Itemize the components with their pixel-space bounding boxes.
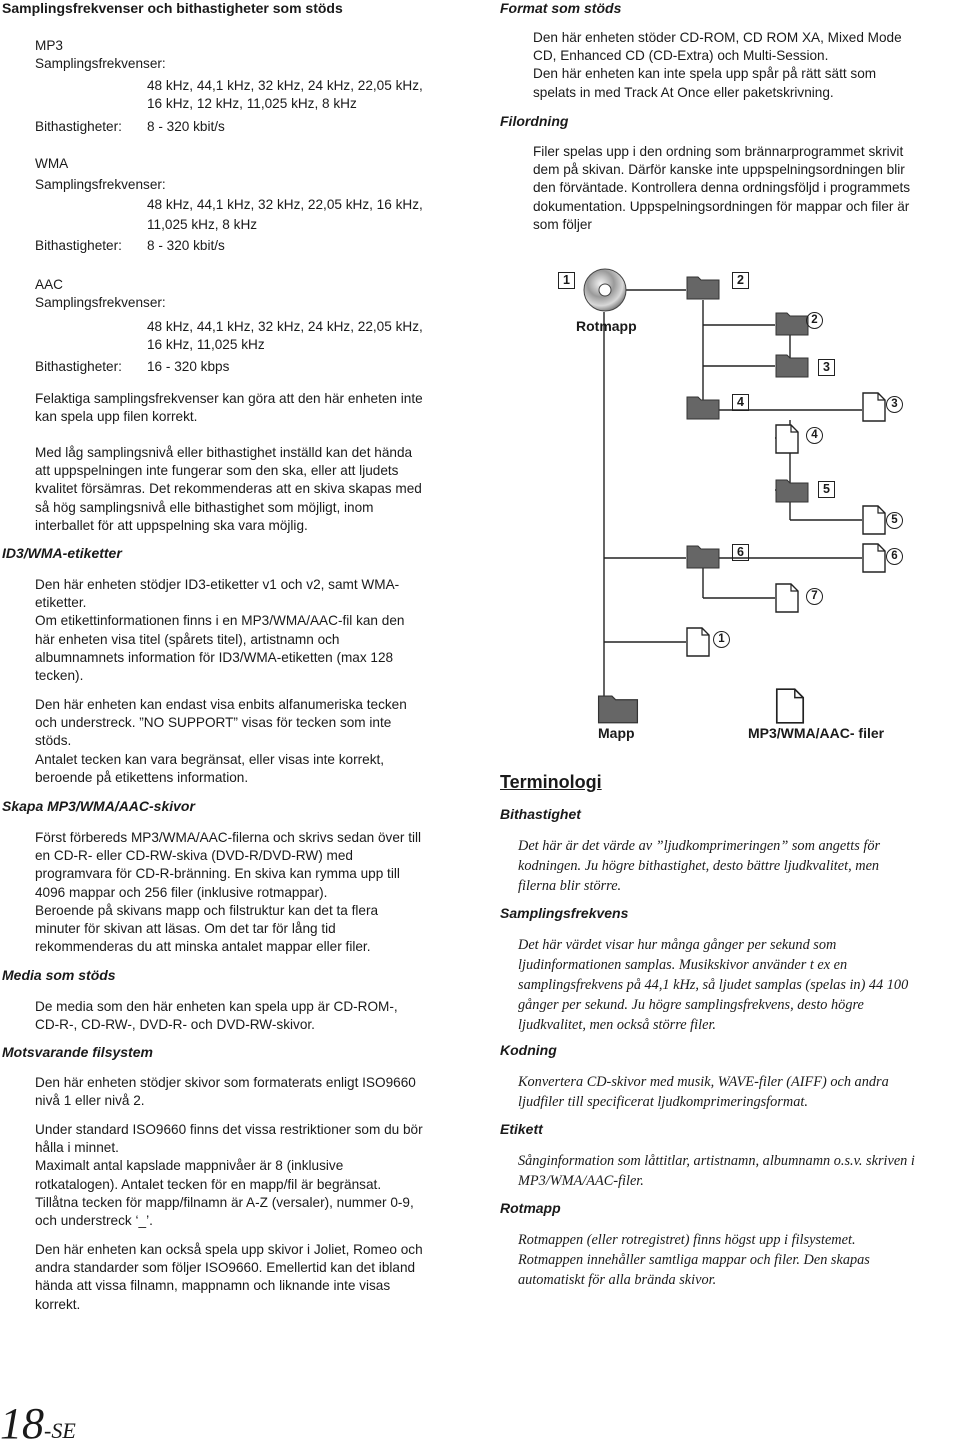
text-line: CD, Enhanced CD (CD-Extra) och Multi-Session. bbox=[533, 48, 829, 64]
text-line: Rotmappen (eller rotregistret) finns högst upp i filsystemet. bbox=[518, 1232, 856, 1248]
text-line: automatiskt för alla brända skivor. bbox=[518, 1272, 717, 1288]
text-line: ljudfiler till specificerat ljudkomprimeringsformat. bbox=[518, 1094, 808, 1110]
text-line: här enheten visa titel (spårets titel), artistnamn och bbox=[35, 631, 340, 647]
text-line: andra standarder som följer ISO9660. Emellertid kan det ibland bbox=[35, 1260, 416, 1276]
file-icon bbox=[862, 505, 886, 535]
text-line: MP3/WMA/AAC-filer. bbox=[518, 1173, 644, 1189]
file-number-4: 4 bbox=[806, 427, 823, 444]
text-line: korrekt. bbox=[35, 1296, 81, 1312]
text-line: Felaktiga samplingsfrekvenser kan göra att den här enheten inte bbox=[35, 391, 423, 406]
term-desc-samplerate bbox=[518, 935, 908, 1035]
text-line: kodningen. Ju högre bithastighet, desto bättre ljudkvalitet, men bbox=[518, 858, 880, 874]
legend-file-icon bbox=[775, 688, 805, 724]
text-line: Konvertera CD-skivor med musik, WAVE-filer (AIFF) och andra bbox=[518, 1074, 889, 1090]
text-line: De media som den här enheten kan spela upp är CD-ROM-, bbox=[35, 999, 398, 1014]
section-title-media: Media som stöds bbox=[2, 967, 116, 983]
text-line: Det här värdet visar hur många gånger per sekund som bbox=[518, 937, 837, 953]
section-title-file-order: Filordning bbox=[500, 113, 569, 129]
mp3-bitrate-value: 8 - 320 kbit/s bbox=[147, 119, 225, 134]
text-line: Den här enheten kan också spela upp skivor i Joliet, Romeo och bbox=[35, 1242, 423, 1257]
text-line: att uppspelningen inte fungerar som den ska, eller att ljudets bbox=[35, 463, 399, 479]
folder-number-6: 6 bbox=[732, 544, 749, 561]
section-title-filesystem: Motsvarande filsystem bbox=[2, 1044, 153, 1060]
text-line: spelats in med Track At Once eller paketskrivning. bbox=[533, 84, 834, 100]
aac-samplerate-line2: 16 kHz, 11,025 kHz bbox=[147, 337, 265, 352]
folder-number-4: 4 bbox=[732, 394, 749, 411]
text-line: samplingsfrekvens på 44,1 kHz, så ljudet samplas (spelas in) 44 100 bbox=[518, 977, 909, 993]
folder-number-1: 1 bbox=[558, 272, 575, 289]
text-line: gånger per sekund. Ju högre samplingsfrekvens, desto högre bbox=[518, 997, 864, 1013]
wma-heading: WMA bbox=[35, 156, 69, 171]
mp3-samplerate-line2: 16 kHz, 12 kHz, 11,025 kHz, 8 kHz bbox=[147, 96, 357, 111]
text-line: Maximalt antal kapslade mappnivåer är 8 (inklusive bbox=[35, 1158, 344, 1174]
text-line: filerna blir större. bbox=[518, 878, 622, 894]
text-line: Antalet tecken kan vara begränsat, eller visas inte korrekt, bbox=[35, 751, 385, 767]
text-line: Filer spelas upp i den ordning som brännarprogrammet skrivit bbox=[533, 144, 904, 159]
text-line: kan spela upp filen korrekt. bbox=[35, 409, 198, 425]
text-line: beroende på etikettens information. bbox=[35, 769, 249, 785]
text-line: så hög samplingsnivå elle bithastighet som möjligt, inom bbox=[35, 499, 374, 515]
mp3-samplerate-label: Samplingsfrekvenser: bbox=[35, 56, 166, 71]
file-number-1: 1 bbox=[713, 631, 730, 648]
file-icon bbox=[686, 627, 710, 657]
text-line: en CD-R- eller CD-RW-skiva (DVD-R/DVD-RW) med bbox=[35, 848, 353, 864]
text-line: Den här enheten stödjer skivor som formaterats enligt ISO9660 bbox=[35, 1075, 416, 1090]
page-number-suffix: -SE bbox=[44, 1418, 76, 1443]
paragraph-create-discs bbox=[35, 829, 421, 956]
section-title-create-discs: Skapa MP3/WMA/AAC-skivor bbox=[2, 798, 195, 814]
mp3-heading: MP3 bbox=[35, 38, 63, 53]
section-title-formats: Format som stöds bbox=[500, 0, 622, 16]
text-line: programvara för CD-R-bränning. En skiva kan rymma upp till bbox=[35, 866, 400, 882]
wma-bitrate-label: Bithastigheter: bbox=[35, 238, 122, 253]
section-title-supported-rates: Samplingsfrekvenser och bithastigheter som stöds bbox=[2, 0, 343, 16]
text-line: ljudkvalitet, men också större filer. bbox=[518, 1017, 716, 1033]
paragraph-fs-1 bbox=[35, 1074, 416, 1110]
term-name-samplerate: Samplingsfrekvens bbox=[500, 905, 629, 921]
section-title-id3: ID3/WMA-etiketter bbox=[2, 545, 122, 561]
folder-icon bbox=[686, 392, 720, 420]
file-icon bbox=[862, 392, 886, 422]
text-line: rekommenderas du att minska antalet mappar eller filer. bbox=[35, 939, 371, 955]
term-desc-bitrate bbox=[518, 836, 880, 896]
text-line: hända att vissa filnamn, mappnamn och liknande inte visas bbox=[35, 1278, 391, 1294]
paragraph-fs-2 bbox=[35, 1121, 423, 1230]
file-number-2: 2 bbox=[806, 312, 823, 329]
mp3-bitrate-label: Bithastigheter: bbox=[35, 119, 122, 134]
legend-folder-label: Mapp bbox=[598, 725, 635, 741]
text-line: Först förbereds MP3/WMA/AAC-filerna och skrivs sedan över till bbox=[35, 830, 422, 845]
text-line: nivå 1 eller nivå 2. bbox=[35, 1093, 145, 1109]
file-number-5: 5 bbox=[886, 512, 903, 529]
text-line: albumnamnets information för ID3/WMA-etiketten (max 128 bbox=[35, 649, 394, 665]
file-number-6: 6 bbox=[886, 548, 903, 565]
term-name-root: Rotmapp bbox=[500, 1200, 561, 1216]
text-line: den förväntade. Kontrollera denna ordningsföljd i programmets bbox=[533, 180, 911, 196]
aac-heading: AAC bbox=[35, 277, 63, 292]
file-icon bbox=[775, 583, 799, 613]
folder-icon bbox=[686, 272, 720, 300]
wma-samplerate-line1: 48 kHz, 44,1 kHz, 32 kHz, 22,05 kHz, 16 kHz, bbox=[147, 197, 423, 212]
text-line: hålla i minnet. bbox=[35, 1140, 119, 1156]
text-line: som följer bbox=[533, 216, 592, 232]
text-line: etiketter. bbox=[35, 595, 87, 611]
text-line: Om etikettinformationen finns i en MP3/WMA/AAC-fil kan den bbox=[35, 613, 405, 629]
folder-icon bbox=[775, 475, 809, 503]
text-line: Beroende på skivans mapp och filstruktur kan det ta flera bbox=[35, 902, 379, 918]
aac-samplerate-line1: 48 kHz, 44,1 kHz, 32 kHz, 24 kHz, 22,05 kHz, bbox=[147, 319, 423, 334]
text-line: Den här enheten stöder CD-ROM, CD ROM XA, Mixed Mode bbox=[533, 30, 902, 45]
text-line: Med låg samplingsnivå eller bithastighet inställd kan det hända bbox=[35, 445, 413, 460]
folder-number-5: 5 bbox=[818, 481, 835, 498]
folder-icon bbox=[775, 350, 809, 378]
text-line: Den här enheten kan endast visa enbits alfanumeriska tecken bbox=[35, 697, 407, 712]
text-line: kvalitet försämras. Det rekommenderas att en skiva skapas med bbox=[35, 481, 422, 497]
wma-bitrate-value: 8 - 320 kbit/s bbox=[147, 238, 225, 253]
term-desc-root bbox=[518, 1230, 870, 1290]
text-line: stöds. bbox=[35, 733, 72, 749]
folder-number-2: 2 bbox=[732, 272, 749, 289]
term-desc-encoding bbox=[518, 1072, 889, 1112]
text-line: dem på skivan. Därför kanske inte uppspelningsordningen blir bbox=[533, 162, 905, 178]
term-name-tag: Etikett bbox=[500, 1121, 543, 1137]
paragraph-media bbox=[35, 998, 398, 1034]
aac-bitrate-value: 16 - 320 kbps bbox=[147, 359, 230, 374]
text-line: dokumentation. Uppspelningsordningen för mappar och filer är bbox=[533, 198, 910, 214]
file-number-3: 3 bbox=[886, 396, 903, 413]
term-desc-tag bbox=[518, 1151, 915, 1191]
page-number bbox=[0, 1400, 76, 1448]
mp3-samplerate-line1: 48 kHz, 44,1 kHz, 32 kHz, 24 kHz, 22,05 kHz, bbox=[147, 78, 423, 93]
wma-samplerate-label: Samplingsfrekvenser: bbox=[35, 177, 166, 192]
text-line: Den här enheten stödjer ID3-etiketter v1 och v2, samt WMA- bbox=[35, 577, 400, 592]
text-line: Den här enheten kan inte spela upp spår på rätt sätt som bbox=[533, 66, 877, 82]
text-line: CD-R-, CD-RW-, DVD-R- och DVD-RW-skivor. bbox=[35, 1017, 315, 1033]
text-line: Under standard ISO9660 finns det vissa restriktioner som du bör bbox=[35, 1122, 423, 1137]
text-line: Tillåtna tecken för mapp/filnamn är A-Z (versaler), nummer 0-9, bbox=[35, 1194, 414, 1210]
text-line: rotkatalogen). Antalet tecken för en mapp/fil är begränsat. bbox=[35, 1176, 382, 1192]
section-title-terminology: Terminologi bbox=[500, 772, 602, 792]
text-line: och understreck. ”NO SUPPORT” visas för tecken som inte bbox=[35, 715, 392, 731]
paragraph-fs-3 bbox=[35, 1241, 423, 1314]
text-line: Rotmappen innehåller samtliga mappar och filer. Den skapas bbox=[518, 1252, 870, 1268]
text-line: Sånginformation som låttitlar, artistnamn, albumnamn o.s.v. skriven i bbox=[518, 1153, 915, 1169]
text-line: minuter för skivan att läsas. Om det tar för lång tid bbox=[35, 921, 336, 937]
file-icon bbox=[862, 543, 886, 573]
text-line: ljudinformationen samplas. Musikskivor använder t ex en bbox=[518, 957, 848, 973]
file-number-7: 7 bbox=[806, 588, 823, 605]
term-name-encoding: Kodning bbox=[500, 1042, 557, 1058]
term-name-bitrate: Bithastighet bbox=[500, 806, 581, 822]
text-line: och understreck ‘_’. bbox=[35, 1213, 153, 1229]
text-line: tecken). bbox=[35, 668, 84, 684]
folder-icon bbox=[686, 541, 720, 569]
aac-bitrate-label: Bithastigheter: bbox=[35, 359, 122, 374]
text-line: 4096 mappar och 256 filer (inklusive rotmappar). bbox=[35, 884, 328, 900]
cd-disc-icon bbox=[583, 268, 627, 312]
root-folder-label: Rotmapp bbox=[576, 318, 637, 334]
folder-number-3: 3 bbox=[818, 359, 835, 376]
text-line: Det här är det värde av ”ljudkomprimeringen” som angetts för bbox=[518, 838, 881, 854]
folder-icon bbox=[775, 308, 809, 336]
text-line: interballet för att uppspelning ska vara möjlig. bbox=[35, 517, 308, 533]
legend-folder-icon bbox=[597, 690, 639, 724]
wma-samplerate-line2: 11,025 kHz, 8 kHz bbox=[147, 217, 258, 232]
aac-samplerate-label: Samplingsfrekvenser: bbox=[35, 295, 166, 310]
legend-file-label: MP3/WMA/AAC- filer bbox=[748, 725, 885, 741]
page-number-value: 18 bbox=[0, 1399, 44, 1448]
file-icon bbox=[775, 424, 799, 454]
